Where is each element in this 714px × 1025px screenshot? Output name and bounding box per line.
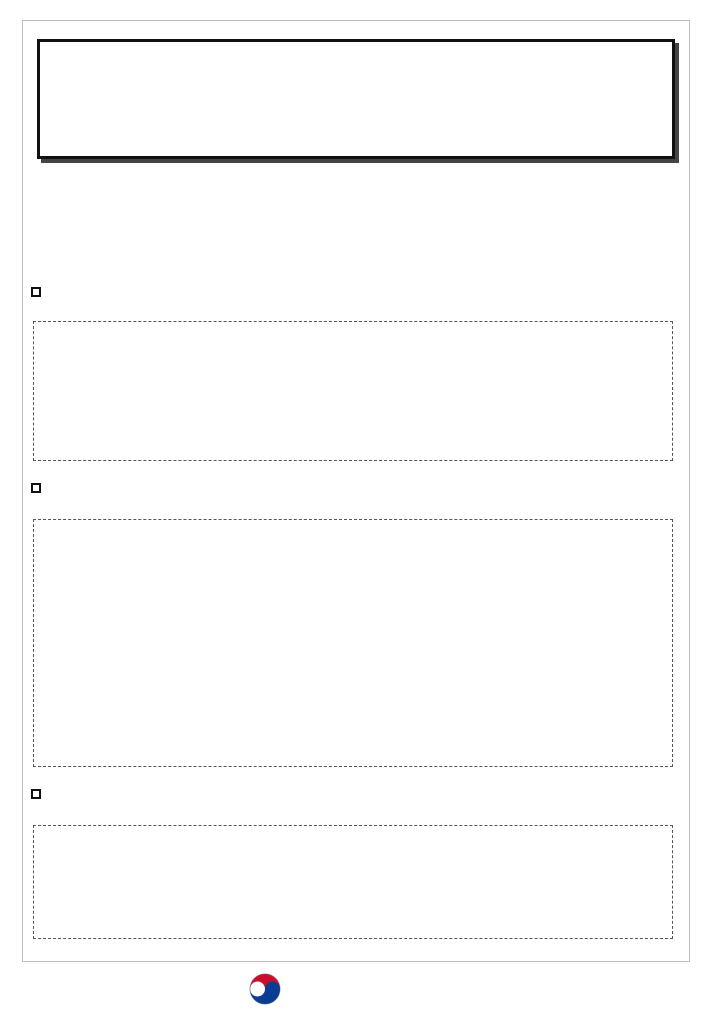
section-heading-report (31, 789, 49, 799)
square-bullet-icon (31, 287, 41, 297)
report-box (33, 825, 673, 939)
section-heading-cases (31, 287, 49, 297)
cautions-box (33, 519, 673, 767)
title-box (37, 39, 675, 159)
notice-page (22, 20, 690, 962)
footer-logo (248, 972, 290, 1006)
section-heading-cautions (31, 483, 49, 493)
ministry-emblem-icon (248, 972, 282, 1006)
cases-box (33, 321, 673, 461)
square-bullet-icon (31, 483, 41, 493)
square-bullet-icon (31, 789, 41, 799)
